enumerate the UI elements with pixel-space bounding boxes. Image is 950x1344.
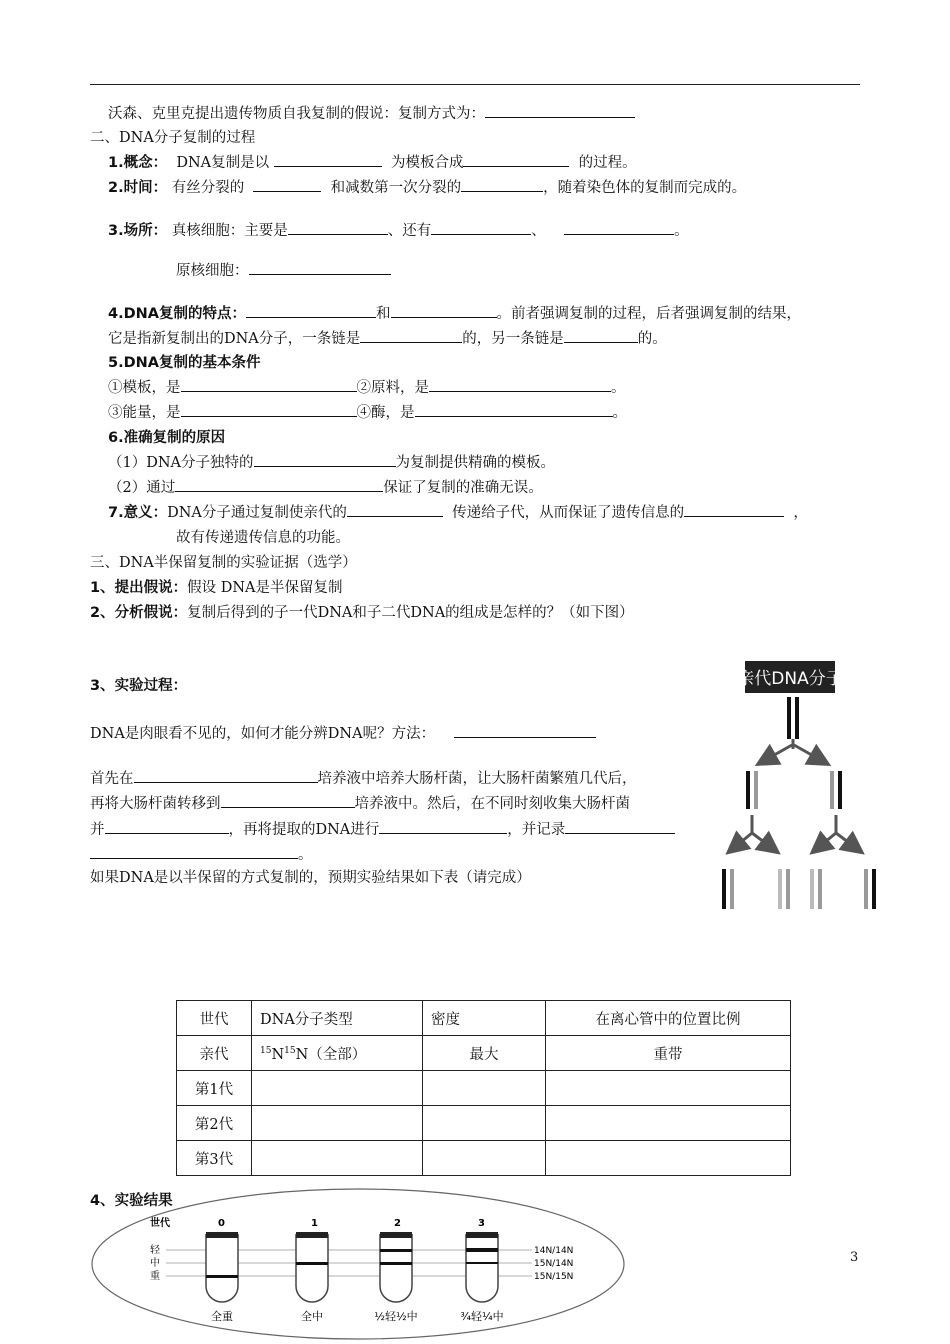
text: 首先在 [90,771,134,787]
blank[interactable] [461,176,543,192]
table-cell: 第1代 [177,1071,252,1106]
blank[interactable] [288,219,388,235]
label: 2.时间： [108,180,168,196]
step3-method [90,722,596,743]
blank[interactable] [454,722,596,738]
table-header-row [177,1001,791,1036]
text: （2）通过 [108,480,176,496]
text: DNA是肉眼看不见的，如何才能分辨DNA呢？方法： [90,726,436,742]
item-conditions-title: 5.DNA复制的基本条件 [108,355,261,371]
blank[interactable] [253,176,321,192]
label: 7.意义： [108,505,168,521]
blank[interactable] [181,376,357,392]
replication-diagram [718,655,878,913]
table-cell[interactable] [252,1141,423,1176]
blank[interactable] [463,151,569,167]
tube-caption: 全重 [211,1310,233,1323]
item-conditions-2 [108,401,627,422]
text: ， [793,505,808,521]
section2-title: 二、DNA分子复制的过程 [90,130,256,146]
text: ③能量，是 [108,405,181,421]
text: 为复制提供精确的模板。 [395,455,556,471]
table-cell: 最大 [423,1036,546,1071]
table-row [177,1036,791,1071]
text: 。 [298,847,313,863]
text: （1）DNA分子独特的 [108,455,254,471]
table-cell[interactable] [252,1071,423,1106]
text: 复制后得到的子一代DNA和子二代DNA的组成是怎样的？（如下图） [187,605,634,621]
text: 传递给子代，从而保证了遗传信息的 [452,505,685,521]
tube [296,1234,328,1302]
blank[interactable] [429,376,611,392]
band-label: 15N/15N [534,1272,574,1282]
table-cell: 第2代 [177,1106,252,1141]
text: DNA复制是以 [176,155,270,171]
text: 的。 [637,331,667,347]
item-accuracy-2 [108,476,543,497]
text: DNA分子通过复制使亲代的 [167,505,347,521]
label: 1.概念： [108,155,168,171]
step2 [90,601,634,622]
table-header: DNA分子类型 [252,1001,423,1036]
section3-title: 三、DNA半保留复制的实验证据（选学） [90,555,357,571]
blank[interactable] [564,219,674,235]
blank[interactable] [90,843,298,859]
results-table [176,1000,791,1176]
gen-number: 3 [478,1218,485,1229]
text: 、 [531,223,546,239]
gen-number: 2 [394,1218,401,1229]
blank[interactable] [360,327,462,343]
tube [380,1234,412,1302]
tube [206,1234,238,1302]
band-label: 15N/14N [534,1259,574,1269]
label: 2、分析假说： [90,605,188,621]
text: 和 [376,306,391,322]
item-time [108,176,746,197]
text: ，随着染色体的复制而完成的。 [543,180,747,196]
blank[interactable] [249,259,391,275]
table-cell[interactable] [423,1071,546,1106]
text: 真核细胞：主要是 [171,223,288,239]
text: 的过程。 [578,155,637,171]
blank[interactable] [431,219,531,235]
blank[interactable] [684,501,784,517]
table-cell: 重带 [546,1036,791,1071]
label: 4.DNA复制的特点： [108,306,246,322]
text: 。 [611,380,626,396]
text: ①模板，是 [108,380,181,396]
text: 为模板合成 [390,155,464,171]
text: 它是指新复制出的DNA分子，一条链是 [108,331,361,347]
y-label: 中 [150,1258,160,1269]
text: 保证了复制的准确无误。 [383,480,543,496]
item-accuracy-title: 6.准确复制的原因 [108,430,226,446]
item-place [108,219,689,240]
tube [466,1234,498,1302]
table-row [177,1141,791,1176]
text: 的，另一条链是 [462,331,564,347]
tube-caption: ¾轻¼中 [460,1310,504,1323]
page-number: 3 [850,1250,859,1265]
blank[interactable] [565,818,675,834]
y-label: 重 [150,1271,160,1282]
text: 培养液中。然后，在不同时刻收集大肠杆菌 [354,796,630,812]
header-rule [90,84,860,85]
item-concept [108,151,637,172]
blank[interactable] [181,401,357,417]
table-cell: 亲代 [177,1036,252,1071]
table-cell[interactable] [423,1106,546,1141]
blank[interactable] [564,327,638,343]
blank[interactable] [415,401,613,417]
blank[interactable] [175,476,383,492]
gen-label: 世代 [150,1218,170,1229]
blank[interactable] [391,302,497,318]
table-row [177,1071,791,1106]
text: 再将大肠杆菌转移到 [90,796,221,812]
blank[interactable] [134,767,318,783]
text: 、还有 [387,223,432,239]
label: 1、提出假说： [90,580,188,596]
step3-expectation: 如果DNA是以半保留的方式复制的，预期实验结果如下表（请完成） [90,870,531,886]
step3-title: 3、实验过程： [90,678,188,694]
blank[interactable] [105,818,229,834]
centrifuge-diagram [88,1186,628,1342]
item-place-prokaryote [176,259,391,280]
table-header: 世代 [177,1001,252,1036]
step3-line4 [90,843,313,864]
label: 3.场所： [108,223,168,239]
blank[interactable] [379,818,507,834]
blank[interactable] [347,501,443,517]
text: 。 [612,405,627,421]
table-cell: 第3代 [177,1141,252,1176]
text: 原核细胞： [176,263,249,279]
text: 。 [674,223,689,239]
item-features-2 [108,327,667,348]
table-cell[interactable] [546,1106,791,1141]
step4-title: 4、实验结果 [90,1193,173,1209]
text: 培养液中培养大肠杆菌，让大肠杆菌繁殖几代后， [317,771,637,787]
step3-line3 [90,818,675,839]
blank[interactable] [221,792,355,808]
gen-number: 0 [218,1218,225,1229]
item-significance [108,501,808,522]
item-significance-2: 故有传递遗传信息的功能。 [176,530,350,546]
item-features [108,302,801,323]
tube-caption: 全中 [301,1310,323,1323]
text: 和减数第一次分裂的 [330,180,462,196]
table-cell[interactable] [546,1071,791,1106]
band-label: 14N/14N [534,1246,574,1256]
text: 有丝分裂的 [171,180,245,196]
intro-text: 沃森、克里克提出遗传物质自我复制的假说：复制方式为： [108,106,485,122]
item-conditions-1 [108,376,626,397]
blank[interactable] [254,451,396,467]
table-header: 在离心管中的位置比例 [546,1001,791,1036]
tube-caption: ½轻½中 [374,1310,418,1323]
blank[interactable] [274,151,382,167]
text: 。前者强调复制的过程，后者强调复制的结果， [496,306,801,322]
table-cell: $^{15}N^{15}N$（全部） [252,1036,423,1071]
step3-line1 [90,767,637,788]
text: ，并记录 [507,822,566,838]
text: ④酶，是 [356,405,415,421]
figure-label: 亲代DNA分子 [737,669,843,689]
table-row [177,1106,791,1141]
blank[interactable] [485,102,635,118]
item-accuracy-1 [108,451,555,472]
text: ②原料，是 [356,380,429,396]
step3-line2 [90,792,630,813]
step1 [90,576,343,597]
table-cell[interactable] [252,1106,423,1141]
table-cell[interactable] [546,1141,791,1176]
blank[interactable] [246,302,376,318]
table-header: 密度 [423,1001,546,1036]
table-cell[interactable] [423,1141,546,1176]
text: ，再将提取的DNA进行 [228,822,380,838]
y-label: 轻 [150,1245,160,1256]
gen-number: 1 [311,1218,318,1229]
text: 假设 DNA是半保留复制 [187,580,343,596]
intro-line [108,102,635,123]
text: 并 [90,822,105,838]
